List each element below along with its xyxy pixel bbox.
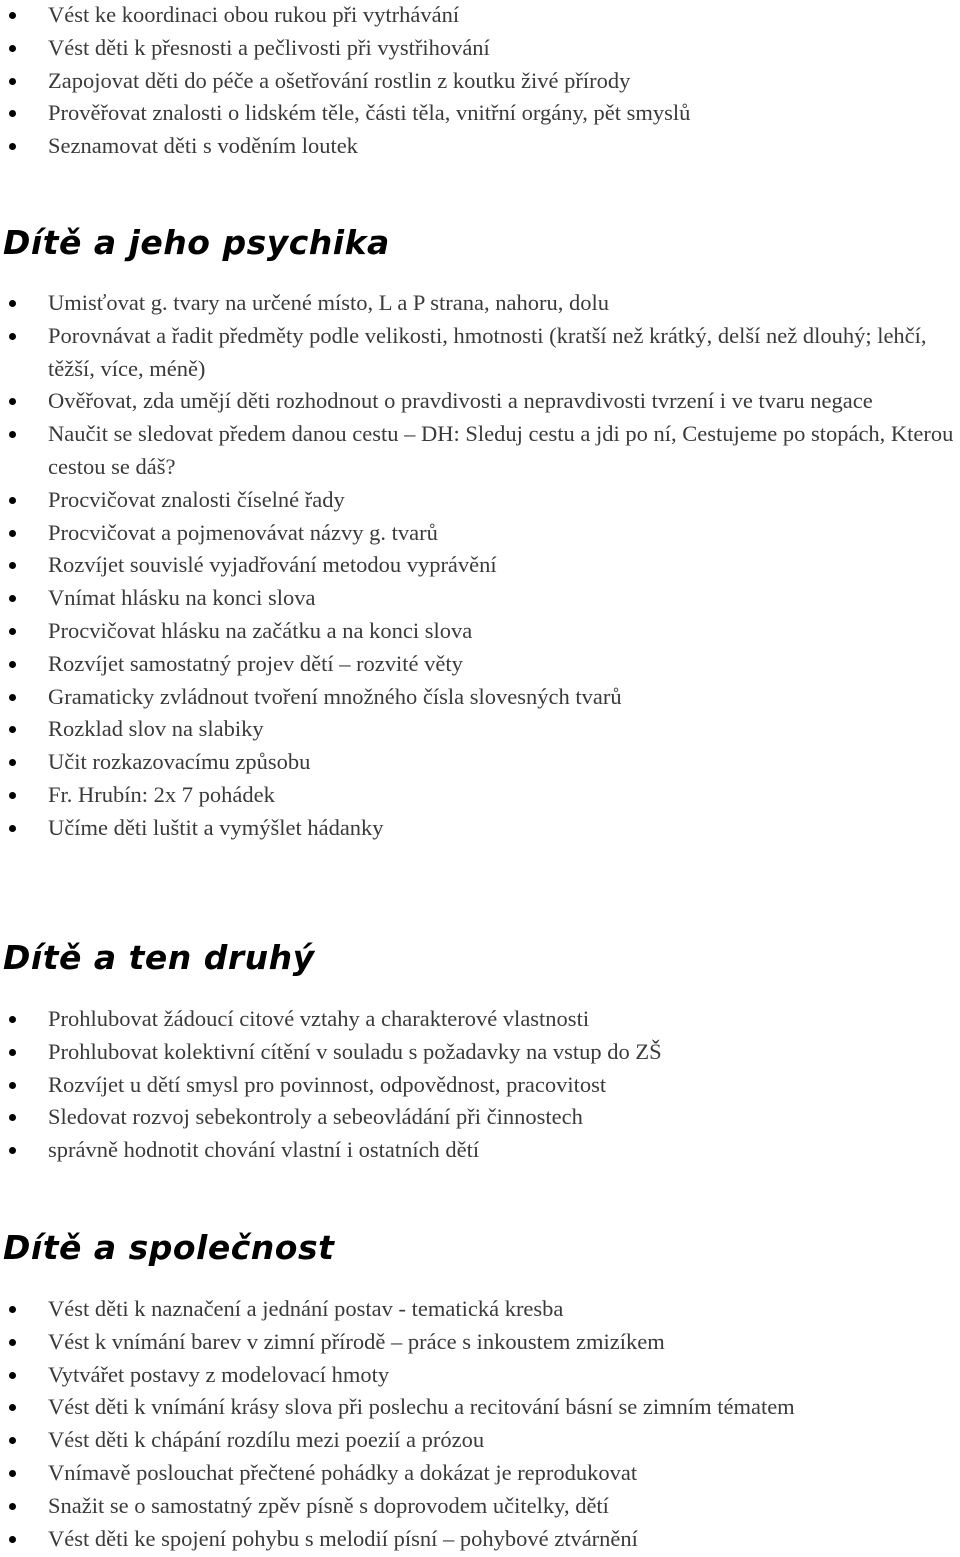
bullet-icon	[9, 1404, 16, 1411]
list-item-text: Porovnávat a řadit předměty podle velikosti, hmotnosti (kratší než krátký, delší než dlouhý; lehčí, těžší, více, méně)	[48, 322, 927, 381]
bullet-icon	[9, 1306, 16, 1313]
bullet-icon	[9, 1049, 16, 1056]
list-item-text: Vést k vnímání barev v zimní přírodě – práce s inkoustem zmizíkem	[48, 1328, 665, 1354]
list-item-text: Vnímat hlásku na konci slova	[48, 585, 316, 611]
bullet-icon	[9, 1082, 16, 1089]
bullet-icon	[9, 110, 16, 117]
bullet-icon	[9, 661, 16, 668]
list-item-text: Vytvářet postavy z modelovací hmoty	[48, 1361, 390, 1387]
bullet-icon	[9, 1372, 16, 1379]
list-item-text: Ověřovat, zda umějí děti rozhodnout o pravdivosti a nepravdivosti tvrzení i ve tvaru negace	[48, 388, 873, 414]
list-item-text: Vést děti k naznačení a jednání postav - tematická kresba	[48, 1296, 564, 1321]
list-item	[0, 681, 960, 714]
list-item-text: Procvičovat a pojmenovávat názvy g. tvarů	[48, 519, 438, 545]
list-item-text: Fr. Hrubín: 2x 7 pohádek	[48, 781, 275, 807]
spolecnost-bullet-list	[0, 1293, 795, 1555]
bullet-icon	[9, 562, 16, 569]
list-item-text: Rozvíjet samostatný projev dětí – rozvité věty	[48, 650, 463, 676]
bullet-icon	[9, 12, 16, 19]
list-item-text: Rozvíjet souvislé vyjadřování metodou vyprávění	[48, 552, 497, 578]
list-item	[0, 1326, 795, 1359]
bullet-icon	[9, 759, 16, 766]
list-item	[0, 549, 960, 582]
list-item-text: Sledovat rozvoj sebekontroly a sebeovládání při činnostech	[48, 1104, 583, 1130]
list-item	[0, 130, 690, 163]
list-item-text: správně hodnotit chování vlastní i ostatních dětí	[48, 1137, 480, 1163]
list-item-text: Vést děti k vnímání krásy slova při poslechu a recitování básní se zimním tématem	[48, 1394, 795, 1420]
section-heading-psychika: Dítě a jeho psychika	[3, 223, 390, 262]
list-item-text: Učit rozkazovacímu způsobu	[48, 749, 311, 775]
list-item	[0, 484, 960, 517]
list-item-text: Prověřovat znalosti o lidském těle, části těla, vnitřní orgány, pět smyslů	[48, 100, 691, 126]
list-item	[0, 287, 960, 320]
bullet-icon	[9, 1470, 16, 1477]
list-item-text: Snažit se o samostatný zpěv písně s doprovodem učitelky, dětí	[48, 1492, 609, 1518]
list-item	[0, 1391, 795, 1424]
bullet-icon	[9, 1016, 16, 1023]
list-item	[0, 65, 690, 98]
bullet-icon	[9, 431, 16, 438]
list-item	[0, 320, 960, 386]
list-item	[0, 779, 960, 812]
bullet-icon	[9, 1147, 16, 1154]
list-item-text: Procvičovat znalosti číselné řady	[48, 486, 345, 512]
list-item-text: Seznamovat děti s voděním loutek	[48, 133, 358, 159]
list-item-text: Procvičovat hlásku na začátku a na konci slova	[48, 617, 473, 643]
list-item	[0, 1424, 795, 1457]
list-item-text: Učíme děti luštit a vymýšlet hádanky	[48, 814, 384, 840]
bullet-icon	[9, 792, 16, 799]
bullet-icon	[9, 45, 16, 52]
list-item	[0, 713, 960, 746]
bullet-icon	[9, 694, 16, 701]
intro-bullet-list	[0, 0, 690, 163]
bullet-icon	[9, 1503, 16, 1510]
list-item	[0, 1293, 795, 1326]
list-item-text: Vnímavě poslouchat přečtené pohádky a dokázat je reprodukovat	[48, 1459, 638, 1485]
list-item	[0, 746, 960, 779]
bullet-icon	[9, 1536, 16, 1543]
list-item-text: Vést ke koordinaci obou rukou při vytrhávání	[48, 2, 460, 27]
list-item-text: Umisťovat g. tvary na určené místo, L a P strana, nahoru, dolu	[48, 290, 609, 315]
list-item	[0, 385, 960, 418]
list-item	[0, 1069, 662, 1102]
list-item	[0, 1457, 795, 1490]
bullet-icon	[9, 300, 16, 307]
list-item	[0, 582, 960, 615]
list-item	[0, 517, 960, 550]
section-heading-druhy: Dítě a ten druhý	[3, 938, 315, 977]
list-item-text: Vést děti k přesnosti a pečlivosti při vystřihování	[48, 34, 490, 60]
bullet-icon	[9, 1339, 16, 1346]
list-item-text: Prohlubovat žádoucí citové vztahy a charakterové vlastnosti	[48, 1006, 590, 1031]
list-item	[0, 1101, 662, 1134]
list-item-text: Gramaticky zvládnout tvoření množného čísla slovesných tvarů	[48, 683, 622, 709]
list-item-text: Rozklad slov na slabiky	[48, 716, 264, 742]
list-item	[0, 32, 690, 65]
section-heading-spolecnost: Dítě a společnost	[3, 1228, 335, 1267]
bullet-icon	[9, 1114, 16, 1121]
list-item	[0, 1523, 795, 1556]
list-item	[0, 418, 960, 484]
bullet-icon	[9, 628, 16, 635]
list-item-text: Vést děti ke spojení pohybu s melodií písní – pohybové ztvárnění	[48, 1525, 638, 1551]
list-item-text: Naučit se sledovat předem danou cestu – DH: Sleduj cestu a jdi po ní, Cestujeme po stopách, Kterou cestou se dáš?	[48, 421, 954, 479]
list-item	[0, 1490, 795, 1523]
druhy-bullet-list	[0, 1003, 662, 1167]
bullet-icon	[9, 1437, 16, 1444]
bullet-icon	[9, 726, 16, 733]
list-item	[0, 0, 690, 32]
list-item-text: Prohlubovat kolektivní cítění v souladu s požadavky na vstup do ZŠ	[48, 1038, 662, 1064]
list-item-text: Zapojovat děti do péče a ošetřování rostlin z koutku živé přírody	[48, 67, 631, 93]
list-item	[0, 1359, 795, 1392]
bullet-icon	[9, 497, 16, 504]
list-item	[0, 97, 690, 130]
list-item	[0, 1003, 662, 1036]
bullet-icon	[9, 530, 16, 537]
list-item	[0, 648, 960, 681]
list-item	[0, 1134, 662, 1167]
psychika-bullet-list	[0, 287, 960, 845]
bullet-icon	[9, 398, 16, 405]
list-item	[0, 615, 960, 648]
bullet-icon	[9, 143, 16, 150]
bullet-icon	[9, 595, 16, 602]
bullet-icon	[9, 333, 16, 340]
bullet-icon	[9, 825, 16, 832]
list-item-text: Rozvíjet u dětí smysl pro povinnost, odpovědnost, pracovitost	[48, 1071, 607, 1097]
list-item-text: Vést děti k chápání rozdílu mezi poezií a prózou	[48, 1427, 485, 1453]
list-item	[0, 1036, 662, 1069]
bullet-icon	[9, 78, 16, 85]
list-item	[0, 812, 960, 845]
